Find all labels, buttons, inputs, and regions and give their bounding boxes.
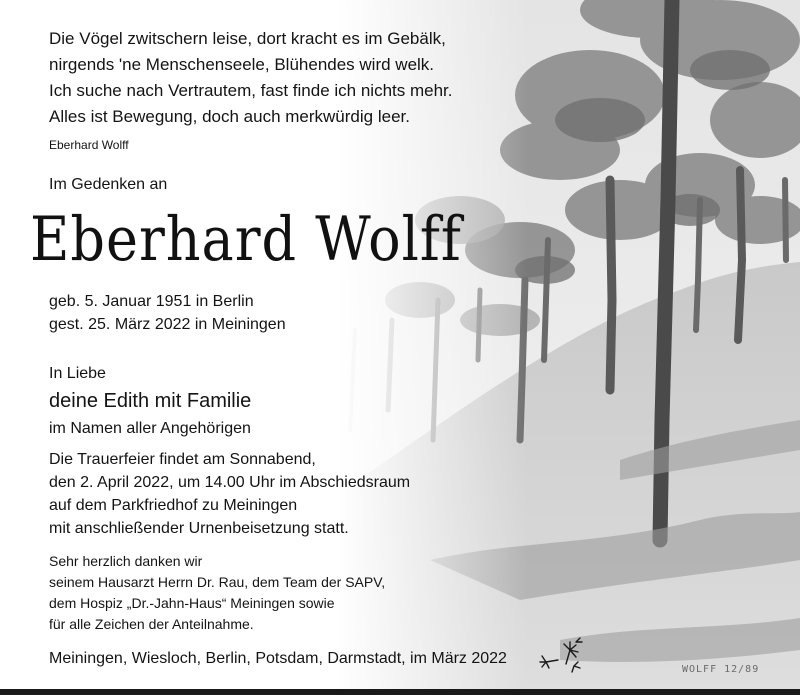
thanks-line: dem Hospiz „Dr.-Jahn-Haus“ Meiningen sowie <box>49 595 335 611</box>
mourners-main: deine Edith mit Familie <box>49 390 252 412</box>
funeral-line: den 2. April 2022, um 14.00 Uhr im Abschiedsraum <box>49 474 411 491</box>
thanks-line: seinem Hausarzt Herrn Dr. Rau, dem Team der SAPV, <box>49 574 386 590</box>
poem-line: Alles ist Bewegung, doch auch merkwürdig leer. <box>49 107 410 126</box>
poem-line: Ich suche nach Vertrautem, fast finde ich nichts mehr. <box>49 81 453 100</box>
deceased-name: Eberhard Wolff <box>30 204 462 275</box>
death-line: gest. 25. März 2022 in Meiningen <box>49 316 286 333</box>
funeral-line: Die Trauerfeier findet am Sonnabend, <box>49 451 316 468</box>
thanks-line: für alle Zeichen der Anteilnahme. <box>49 616 254 632</box>
mourners-intro: In Liebe <box>49 365 106 382</box>
funeral-line: auf dem Parkfriedhof zu Meiningen <box>49 497 298 514</box>
poem-line: Die Vögel zwitschern leise, dort kracht es im Gebälk, <box>49 29 446 48</box>
painting-signature: WOLFF 12/89 <box>682 664 760 675</box>
birth-line: geb. 5. Januar 1951 in Berlin <box>49 293 254 310</box>
poem-author: Eberhard Wolff <box>49 138 129 152</box>
footer-places: Meiningen, Wiesloch, Berlin, Potsdam, Darmstadt, im März 2022 <box>49 650 507 667</box>
memorial-intro: Im Gedenken an <box>49 176 168 193</box>
thanks-line: Sehr herzlich danken wir <box>49 553 203 569</box>
poem-line: nirgends 'ne Menschenseele, Blühendes wird welk. <box>49 55 435 74</box>
dandelion-seed-icon <box>536 636 584 674</box>
mourners-sub: im Namen aller Angehörigen <box>49 420 251 437</box>
funeral-line: mit anschließender Urnenbeisetzung statt. <box>49 520 349 537</box>
